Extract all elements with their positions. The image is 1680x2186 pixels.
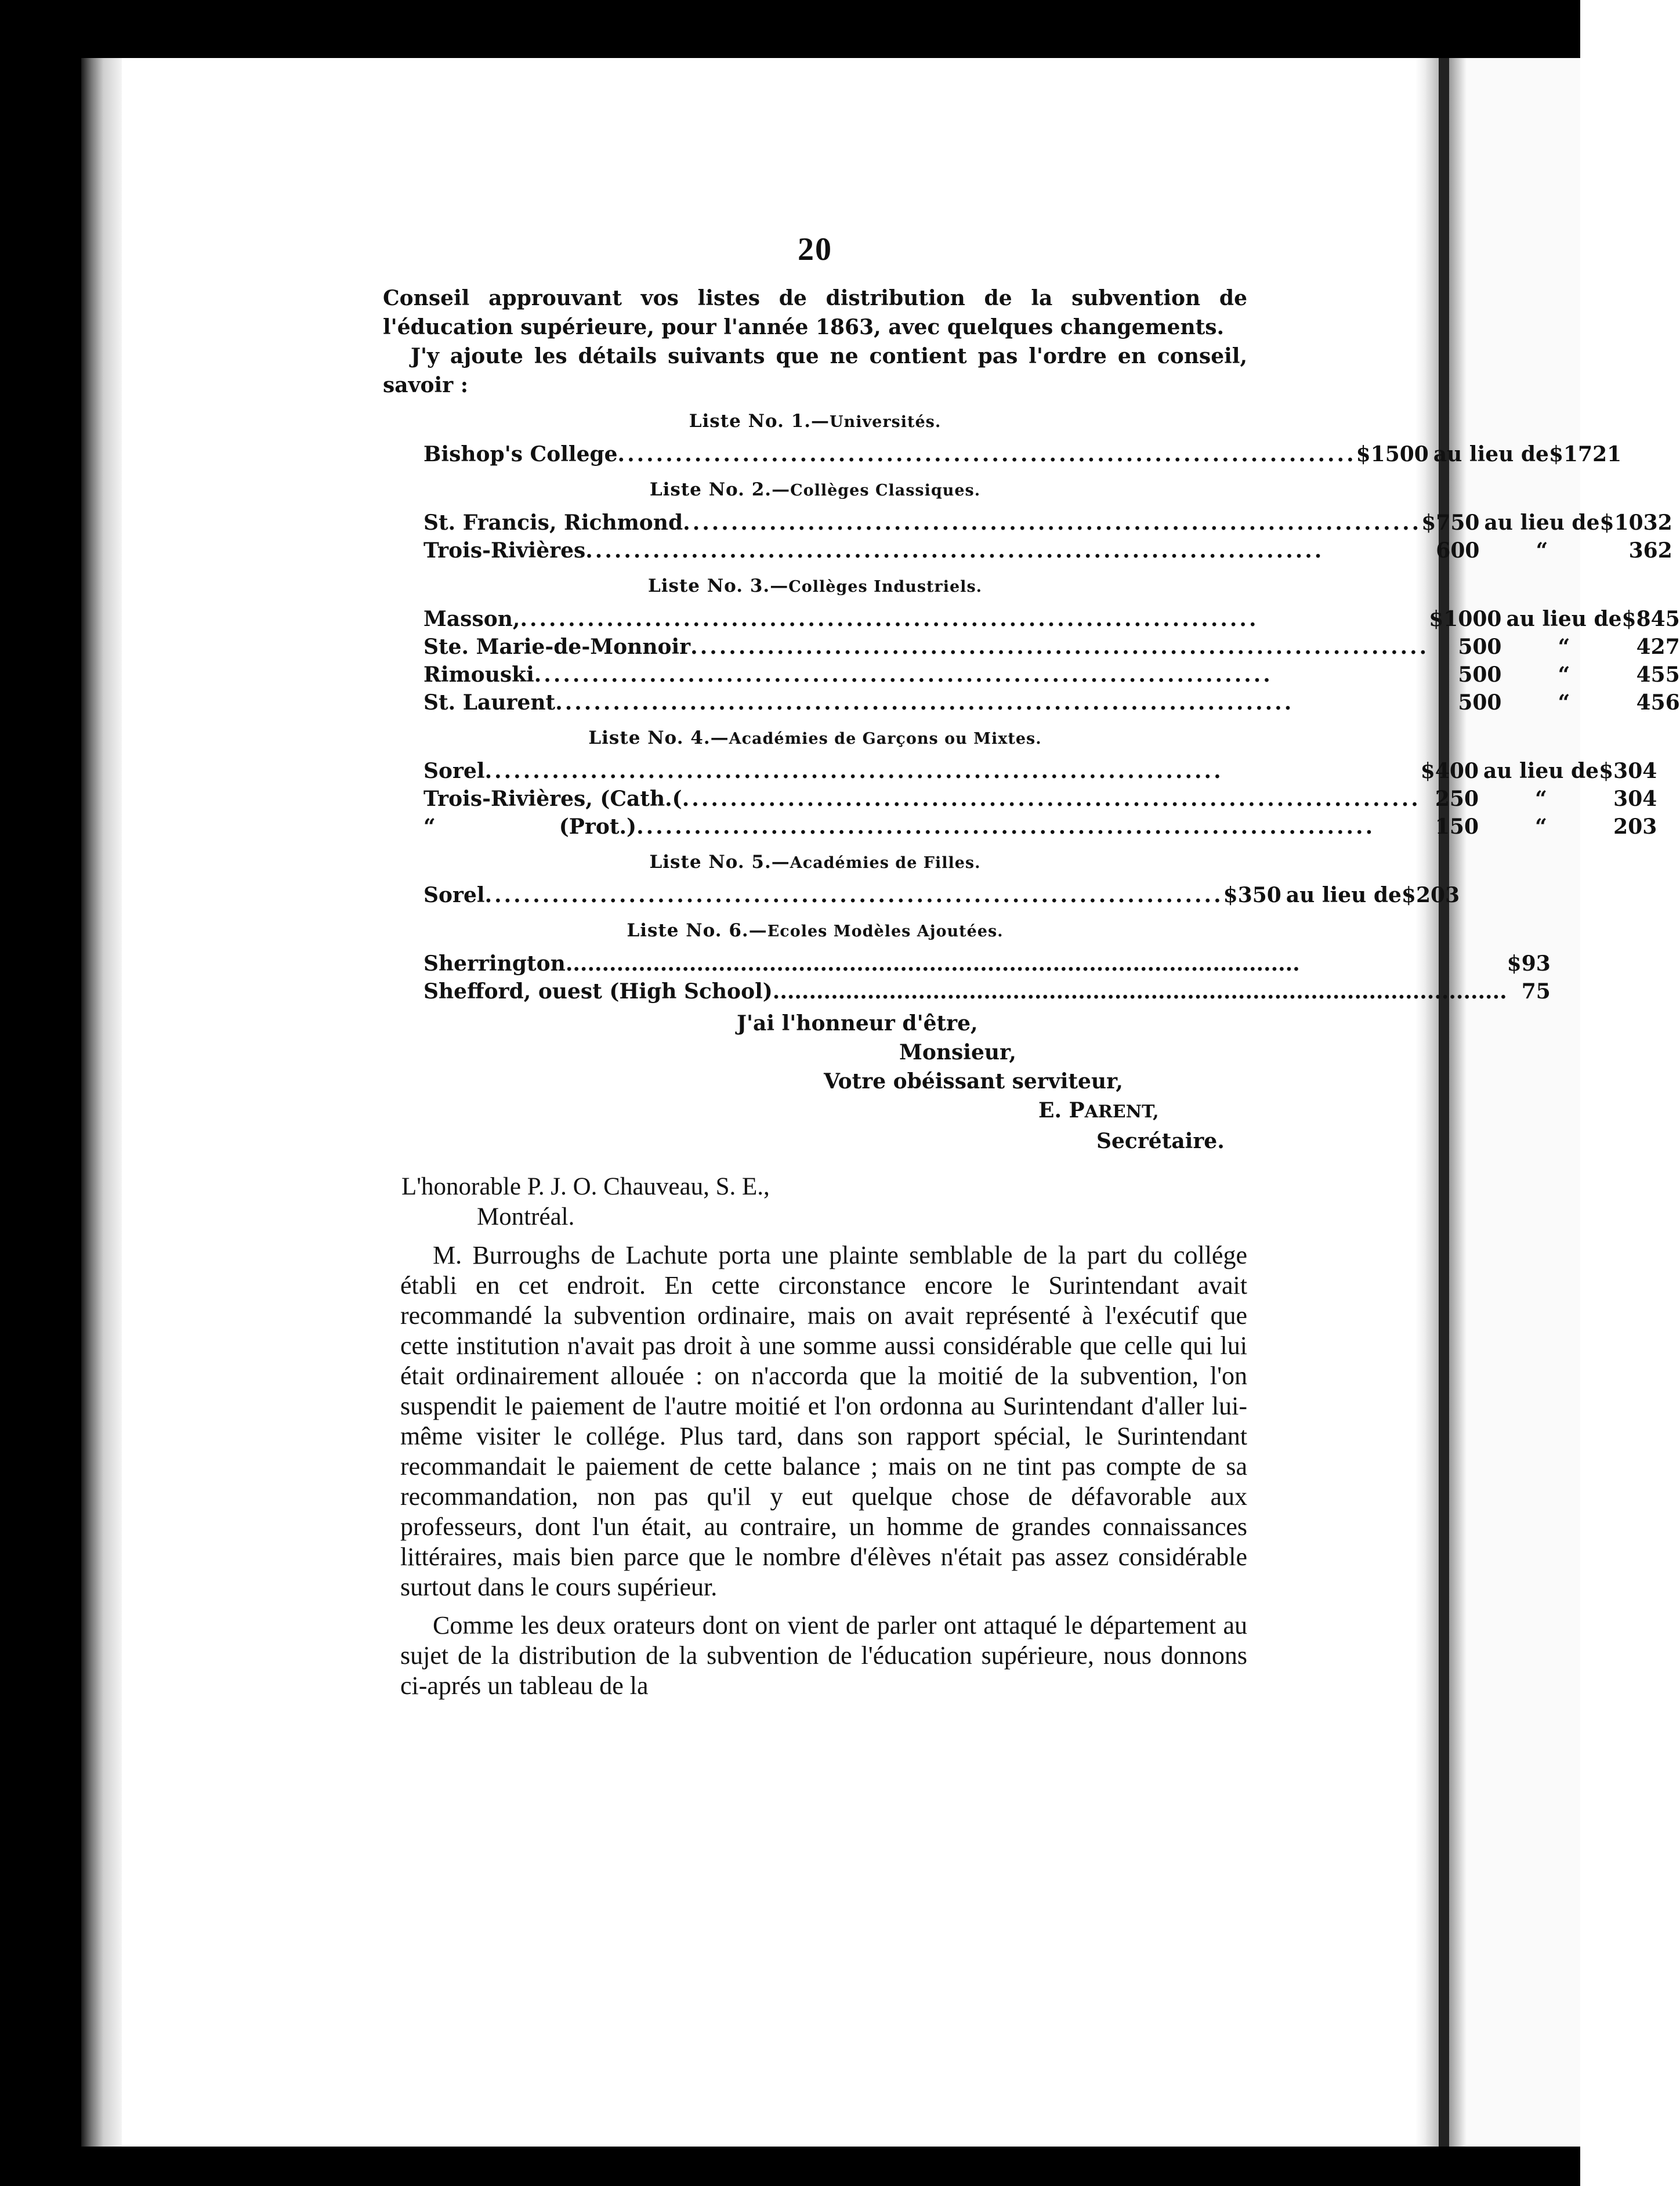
comparison-text: “: [1536, 538, 1548, 563]
page-gutter: [1415, 58, 1439, 2147]
leader-dots: .............................................................................: [555, 690, 1294, 715]
previous-amount: 455: [1636, 663, 1680, 687]
amount: 250: [1435, 787, 1479, 811]
list-6-heading: [383, 917, 1247, 945]
comparison-text: “: [1558, 635, 1570, 659]
leader-dots: .............................................................................: [484, 883, 1223, 907]
amount: $1500: [1356, 442, 1429, 466]
amount: 350: [1237, 883, 1281, 907]
signature-initial: E. P: [1038, 1098, 1085, 1123]
table-row: [423, 978, 1551, 1005]
intro-paragraph-1: Conseil approuvant vos listes de distribution de la subvention de l'éducation supérieure, pour l'année 1863, avec quelques changements.: [383, 286, 1247, 339]
table-row: [423, 537, 1672, 564]
previous-currency-sign: [1622, 661, 1636, 689]
previous-amount: 362: [1628, 538, 1672, 563]
leader-dots: .............................................................................: [484, 759, 1223, 783]
list-4-prefix: Liste No. 4.—: [588, 728, 729, 748]
leader-dots: .....................................................................................................: [772, 979, 1507, 1004]
list-1-heading: [383, 408, 1247, 436]
previous-currency-sign: $: [1401, 883, 1416, 907]
table-row: [423, 881, 1460, 909]
list-5-title: Académies de Filles.: [790, 854, 981, 872]
institution-name: St. Laurent: [423, 690, 556, 715]
comparison-text: “: [1535, 815, 1547, 839]
previous-currency-sign: [1622, 689, 1636, 716]
previous-amount: 845: [1636, 607, 1680, 631]
comparison-text: “: [1558, 690, 1570, 715]
list-3-title: Collèges Industriels.: [788, 578, 983, 596]
address-block: [383, 1172, 1247, 1232]
list-1-table: [423, 440, 1621, 468]
previous-currency-sign: [1622, 633, 1636, 661]
comparison-text: au lieu de: [1506, 607, 1622, 631]
closing-block: [383, 1009, 1247, 1156]
table-row: [423, 661, 1680, 689]
list-6-table: [423, 950, 1551, 1005]
previous-amount: 304: [1613, 759, 1657, 783]
table-row: [423, 950, 1551, 978]
currency-sign: $: [1420, 759, 1435, 783]
previous-amount: 456: [1636, 690, 1680, 715]
previous-currency-sign: $: [1621, 607, 1636, 631]
institution-name: “ (Prot.): [423, 815, 637, 839]
previous-amount: $1032: [1599, 511, 1672, 535]
list-6-row-1-name: Sherrington: [423, 951, 566, 976]
amount: 500: [1458, 690, 1502, 715]
previous-currency-sign: $: [1599, 759, 1614, 783]
institution-name: Sorel: [423, 883, 485, 907]
amount: 500: [1458, 635, 1502, 659]
comparison-text: “: [1558, 663, 1570, 687]
signatory-title: Secrétaire.: [1096, 1129, 1225, 1153]
currency-sign: $: [1421, 511, 1436, 535]
leader-dots: .............................................................................: [636, 815, 1375, 839]
facing-page-edge: [1449, 58, 1580, 2147]
amount: 400: [1435, 759, 1479, 783]
subsidy-lists: [383, 408, 1680, 909]
institution-name: Masson,: [423, 607, 520, 631]
list-2-prefix: Liste No. 2.—: [649, 479, 791, 500]
list-6-row-2-name: Shefford, ouest (High School): [423, 979, 773, 1004]
amount: 600: [1436, 538, 1480, 563]
leader-dots: .............................................................................: [520, 607, 1259, 631]
body-paragraph-1: M. Burroughs de Lachute porta une plainte semblable de la part du collége établi en cet endroit. En cette circonstance encore le Surintendant avait recommandé la subvention ordinaire, mais on avait représenté à l'exécutif que cette institution n'avait pas droit à une somme aussi considérable que celle qui lui était ordinairement allouée : on n'accorda que la moitié de la subvention, l'on suspendit le paiement de l'autre moitié et l'on ordonna au Surintendant d'aller lui-même visiter le collége. Plus tard, dans son rapport spécial, le Surintendant recommandait le paiement de cette balance ; mais on ne tint pas compte de sa recommandation, non pas qu'il y eut quelque chose de défavorable aux professeurs, dont l'un était, au contraire, un homme de grandes connaissances littéraires, mais bien parce que le nombre d'élèves n'était pas assez considérable surtout dans le cours supérieur.: [400, 1241, 1247, 1601]
amount: $1000: [1429, 607, 1502, 631]
list-2-table: [423, 509, 1672, 564]
leader-dots: .............................................................................: [682, 787, 1421, 811]
comparison-text: au lieu de: [1433, 442, 1549, 466]
intro-paragraph-2: J'y ajoute les détails suivants que ne contient pas l'ordre en conseil, savoir :: [383, 344, 1247, 397]
currency-sign: [1421, 785, 1435, 813]
institution-name: Ste. Marie-de-Monnoir: [423, 635, 691, 659]
page-number: 20: [798, 231, 832, 267]
list-1-title: Universités.: [830, 413, 942, 431]
amount: 750: [1436, 511, 1480, 535]
book-spine-shadow: [81, 58, 122, 2147]
leader-dots: .............................................................................: [534, 663, 1273, 687]
table-row: [423, 633, 1680, 661]
table-row: [423, 785, 1657, 813]
table-row: [423, 689, 1680, 716]
list-5-heading: [383, 849, 1247, 877]
comparison-text: au lieu de: [1484, 511, 1600, 535]
previous-currency-sign: [1599, 813, 1613, 841]
previous-amount: $1721: [1548, 442, 1622, 466]
list-5-prefix: Liste No. 5.—: [649, 852, 790, 873]
institution-name: Rimouski: [423, 663, 534, 687]
previous-amount: 304: [1613, 787, 1657, 811]
list-2-title: Collèges Classiques.: [790, 482, 981, 500]
list-2-heading: [383, 476, 1247, 504]
signature: [1038, 1096, 1247, 1127]
closing-line-2: Monsieur,: [899, 1040, 1016, 1065]
facing-page-shadow: [1449, 58, 1467, 2147]
table-row: [423, 509, 1672, 537]
comparison-text: au lieu de: [1483, 759, 1599, 783]
body-paragraph-2: Comme les deux orateurs dont on vient de parler ont attaqué le département au sujet de la distribution de la subvention de l'éducation supérieure, nous donnons ci-aprés un tableau de la: [400, 1611, 1247, 1700]
currency-sign: [1421, 813, 1435, 841]
institution-name: St. Francis, Richmond: [423, 511, 683, 535]
institution-name: Trois-Rivières, (Cath.(: [423, 787, 682, 811]
list-4-title: Académies de Garçons ou Mixtes.: [729, 730, 1042, 748]
closing-line-1: J'ai l'honneur d'être,: [737, 1011, 978, 1036]
amount: 150: [1435, 815, 1479, 839]
address-line-1: L'honorable P. J. O. Chauveau, S. E.,: [401, 1173, 770, 1200]
closing-line-3: Votre obéissant serviteur,: [824, 1069, 1123, 1094]
leader-dots: .............................................................................: [585, 538, 1324, 563]
leader-dots: .............................................................................: [683, 511, 1422, 535]
table-row: [423, 813, 1657, 841]
list-1-prefix: Liste No. 1.—: [689, 411, 830, 432]
table-row: [423, 757, 1657, 785]
comparison-text: “: [1535, 787, 1547, 811]
previous-amount: 203: [1613, 815, 1657, 839]
list-4-table: [423, 757, 1657, 841]
list-6-row-1-amount: $93: [1507, 951, 1551, 976]
institution-name: Bishop's College: [423, 442, 618, 466]
list-6-title: Ecoles Modèles Ajoutées.: [767, 922, 1004, 940]
currency-sign: [1421, 537, 1436, 564]
list-6-prefix: Liste No. 6.—: [627, 920, 767, 941]
list-3-prefix: Liste No. 3.—: [647, 576, 789, 596]
previous-amount: 203: [1415, 883, 1460, 907]
previous-amount: 427: [1636, 635, 1680, 659]
list-6-row-2-amount: 75: [1521, 979, 1551, 1004]
list-3-heading: [383, 573, 1247, 600]
scan-border-top: [0, 0, 1580, 58]
address-line-2: Montréal.: [477, 1203, 575, 1230]
signature-rest: ARENT,: [1084, 1102, 1159, 1122]
list-5-table: [423, 881, 1460, 909]
table-row: [423, 605, 1680, 633]
table-row: [423, 440, 1621, 468]
list-4-heading: [383, 725, 1247, 752]
comparison-text: au lieu de: [1286, 883, 1402, 907]
amount: 500: [1458, 663, 1502, 687]
leader-dots: .............................................................................: [617, 442, 1356, 466]
previous-currency-sign: [1599, 785, 1613, 813]
page-content: [383, 229, 1680, 1701]
list-3-table: [423, 605, 1680, 716]
institution-name: Trois-Rivières: [423, 538, 586, 563]
scan-border-left: [0, 0, 81, 2186]
gutter-fold: [1439, 58, 1449, 2147]
leader-dots: .....................................................................................................: [565, 951, 1300, 976]
scan-border-bottom: [0, 2147, 1580, 2186]
currency-sign: $: [1223, 883, 1238, 907]
leader-dots: .............................................................................: [690, 635, 1429, 659]
institution-name: Sorel: [423, 759, 485, 783]
